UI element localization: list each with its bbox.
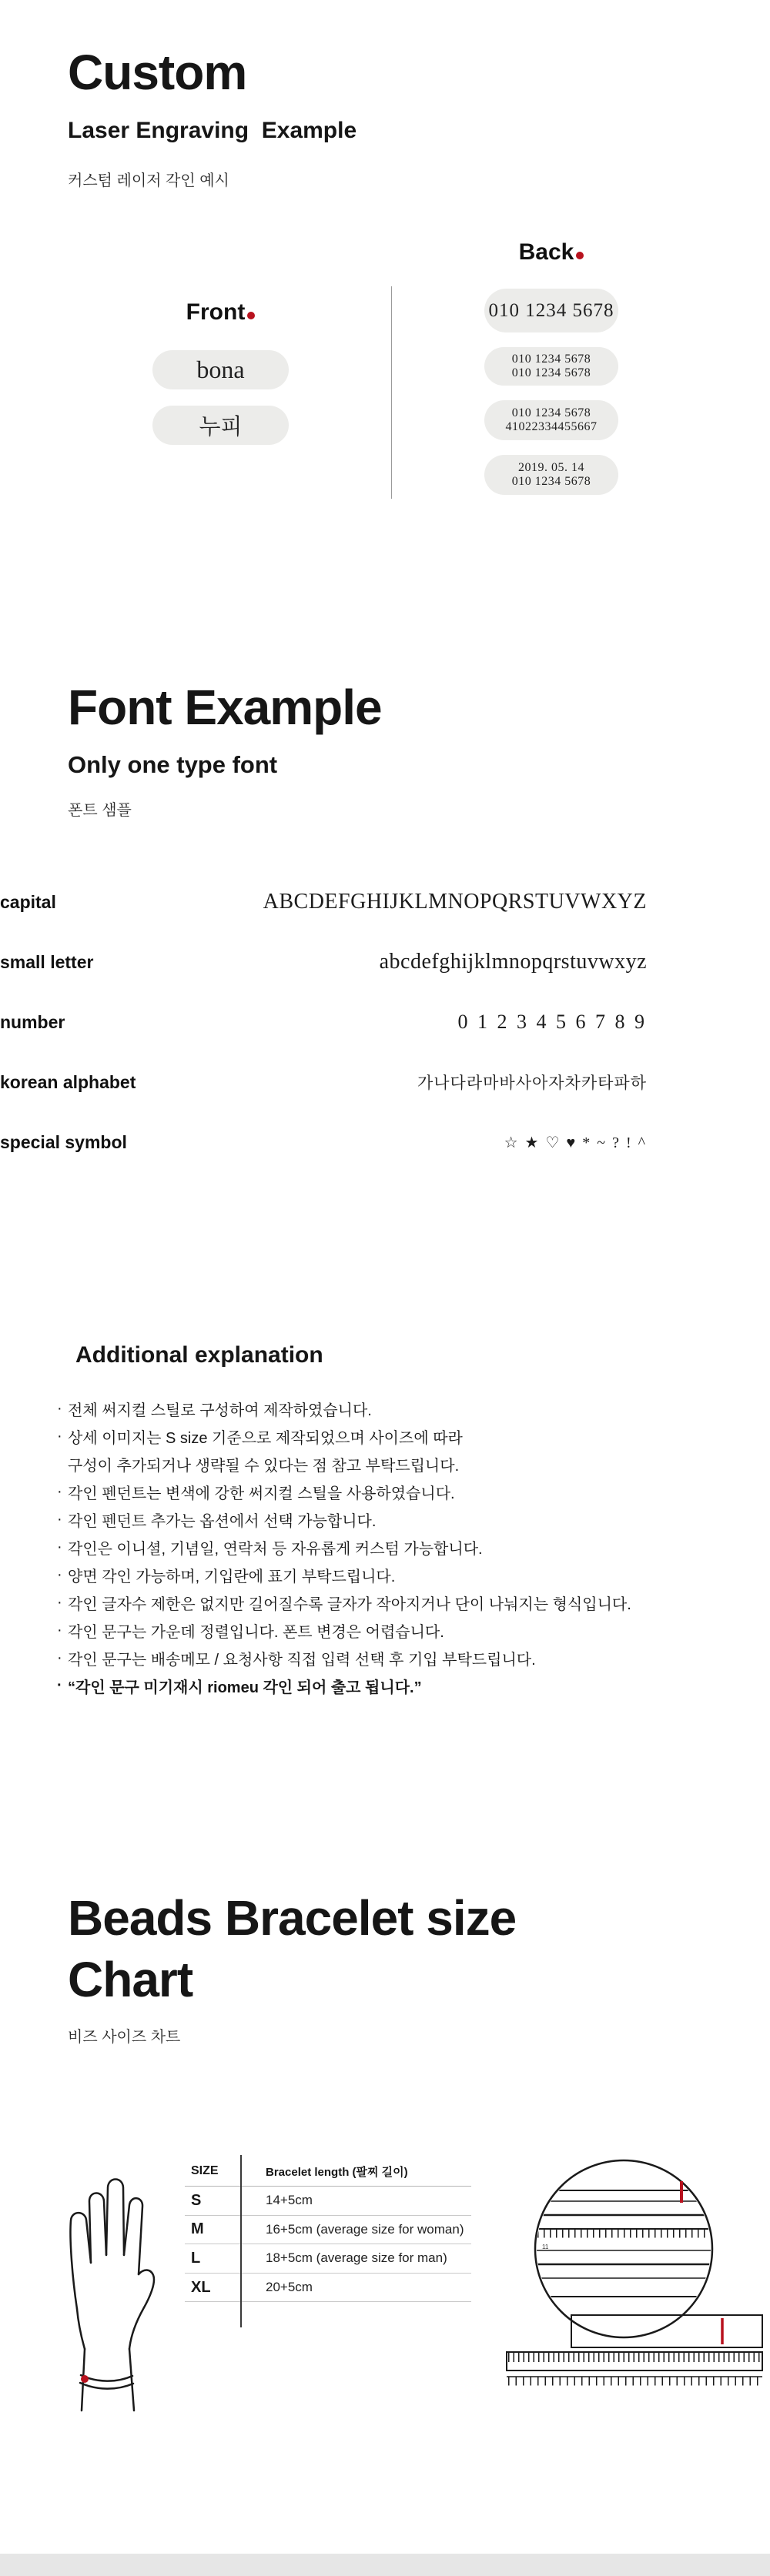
front-label [152, 299, 289, 326]
red-bead-icon [81, 2375, 89, 2383]
engraving-text: 누피 [199, 415, 243, 439]
front-pill-list [152, 350, 289, 445]
bullet-marker: · [57, 1565, 62, 1583]
explanation-title: Additional explanation [75, 1342, 323, 1368]
column-divider [391, 286, 392, 499]
bullet-marker: · [57, 1482, 62, 1500]
table-header-cell: SIZE [191, 2164, 219, 2177]
size-table [185, 2157, 471, 2302]
red-dot-icon [576, 252, 584, 259]
engraving-pill [152, 406, 289, 445]
explanation-line [57, 1589, 758, 1616]
back-pill-list [484, 289, 618, 495]
front-engraving-column [152, 299, 289, 461]
bullet-marker: · [57, 1649, 62, 1666]
custom-section-title: Custom [68, 45, 247, 100]
bullet-text: “각인 문구 미기재시 riomeu 각인 되어 출고 됩니다.” [68, 1679, 422, 1696]
bullet-marker: · [57, 1510, 62, 1528]
circle-ruler-number: 11 [542, 2244, 549, 2250]
back-label-text: Back [518, 239, 574, 265]
font-section-subtitle-kr: 폰트 샘플 [68, 802, 132, 819]
bullet-marker: · [57, 1399, 62, 1417]
engraving-pill [484, 400, 618, 440]
size-title-line1: Beads Bracelet size [68, 1890, 517, 1946]
explanation-line [57, 1561, 758, 1589]
engraving-text: bona [196, 356, 245, 383]
size-table-divider [240, 2155, 242, 2327]
bullet-text: 양면 각인 가능하며, 기입란에 표기 부탁드립니다. [68, 1568, 396, 1585]
size-table-body [185, 2187, 471, 2302]
table-cell-length: 20+5cm [266, 2280, 313, 2295]
font-row-label: small letter [0, 951, 94, 972]
explanation-line [57, 1616, 758, 1644]
explanation-bullet-list [57, 1395, 758, 1699]
back-label [484, 239, 618, 266]
table-cell-size: XL [191, 2278, 211, 2296]
bullet-text: 각인 펜던트 추가는 옵션에서 선택 가능합니다. [68, 1512, 377, 1530]
font-section-title: Font Example [68, 680, 382, 735]
bottom-divider-strip [0, 2554, 770, 2576]
table-cell-length: 18+5cm (average size for man) [266, 2250, 447, 2266]
bullet-marker: · [57, 1676, 62, 1694]
table-cell-length: 16+5cm (average size for woman) [266, 2221, 464, 2237]
font-section-subtitle: Only one type font [68, 751, 278, 778]
explanation-line [57, 1505, 758, 1533]
bullet-marker: · [57, 1538, 62, 1555]
explanation-line [57, 1478, 758, 1505]
font-sample-row [0, 885, 647, 919]
front-label-text: Front [186, 299, 246, 325]
font-sample-row [0, 1005, 647, 1039]
explanation-line [57, 1672, 758, 1699]
table-cell-length: 14+5cm [266, 2193, 313, 2208]
size-section-title [68, 1887, 516, 2010]
engraving-text: 010 1234 5678 [511, 366, 591, 379]
engraving-text: 010 1234 5678 [511, 352, 591, 366]
table-row [185, 2216, 471, 2245]
custom-section-subtitle-kr: 커스텀 레이저 각인 예시 [68, 172, 229, 189]
engraving-text: 010 1234 5678 [511, 406, 591, 419]
bullet-marker: · [57, 1621, 62, 1639]
font-row-label: capital [0, 891, 56, 912]
table-cell-size: M [191, 2220, 204, 2238]
hand-illustration [37, 2147, 183, 2424]
size-table-header [185, 2157, 471, 2187]
explanation-line [57, 1644, 758, 1672]
size-title-line2: Chart [68, 1952, 193, 2007]
red-dot-icon [247, 312, 255, 319]
font-row-sample: abcdefghijklmnopqrstuvwxyz [379, 950, 647, 974]
bullet-text: 각인 문구는 가운데 정렬입니다. 폰트 변경은 어렵습니다. [68, 1623, 444, 1641]
engraving-text: 010 1234 5678 [511, 475, 591, 488]
engraving-text: 41022334455667 [505, 420, 598, 433]
bullet-text: 각인은 이니셜, 기념일, 연락처 등 자유롭게 커스텀 가능합니다. [68, 1540, 483, 1558]
font-row-sample: 가나다라마바사아자차카타파하 [417, 1074, 647, 1092]
font-sample-row [0, 1065, 647, 1099]
custom-section-subtitle: Laser Engraving Example [68, 118, 357, 143]
font-sample-row [0, 1125, 647, 1159]
engraving-pill [484, 455, 618, 495]
explanation-line [57, 1533, 758, 1561]
font-sample-row [0, 945, 647, 979]
bullet-marker: · [57, 1427, 62, 1445]
bullet-text: 각인 글자수 제한은 없지만 길어질수록 글자가 작아지거나 단이 나눠지는 형식입니다. [68, 1595, 631, 1613]
bullet-text: 전체 써지컬 스틸로 구성하여 제작하였습니다. [68, 1402, 372, 1419]
table-cell-size: L [191, 2249, 201, 2267]
font-row-sample: ABCDEFGHIJKLMNOPQRSTUVWXYZ [263, 890, 647, 914]
explanation-line [57, 1422, 758, 1450]
bullet-text: 각인 문구는 배송메모 / 요청사항 직접 입력 선택 후 기입 부탁드립니다. [68, 1651, 536, 1669]
font-row-sample: 0 1 2 3 4 5 6 7 8 9 [457, 1011, 647, 1033]
engraving-pill [484, 347, 618, 386]
engraving-pill [484, 289, 618, 332]
font-row-label: special symbol [0, 1131, 127, 1152]
bullet-text: 상세 이미지는 S size 기준으로 제작되었으며 사이즈에 따라 [68, 1429, 463, 1447]
table-row [185, 2274, 471, 2303]
bullet-text: 구성이 추가되거나 생략될 수 있다는 점 참고 부탁드립니다. [68, 1457, 460, 1475]
back-engraving-column [484, 239, 618, 510]
explanation-line [57, 1450, 758, 1478]
ruler-diagram [500, 2310, 766, 2387]
engraving-text: 010 1234 5678 [488, 299, 614, 321]
font-row-label: number [0, 1011, 65, 1032]
engraving-text: 2019. 05. 14 [518, 461, 584, 474]
table-row [185, 2244, 471, 2274]
bullet-text: 각인 펜던트는 변색에 강한 써지컬 스틸을 사용하였습니다. [68, 1485, 455, 1502]
explanation-line [57, 1395, 758, 1422]
engraving-pill [152, 350, 289, 389]
font-row-label: korean alphabet [0, 1071, 136, 1092]
font-row-sample: ☆ ★ ♡ ♥ * ~ ? ! ^ [504, 1134, 647, 1151]
table-row [185, 2187, 471, 2216]
bullet-marker: · [57, 1593, 62, 1611]
size-section-subtitle-kr: 비즈 사이즈 차트 [68, 2029, 181, 2046]
table-cell-size: S [191, 2191, 202, 2209]
table-header-cell: Bracelet length (팔찌 길이) [266, 2165, 408, 2179]
